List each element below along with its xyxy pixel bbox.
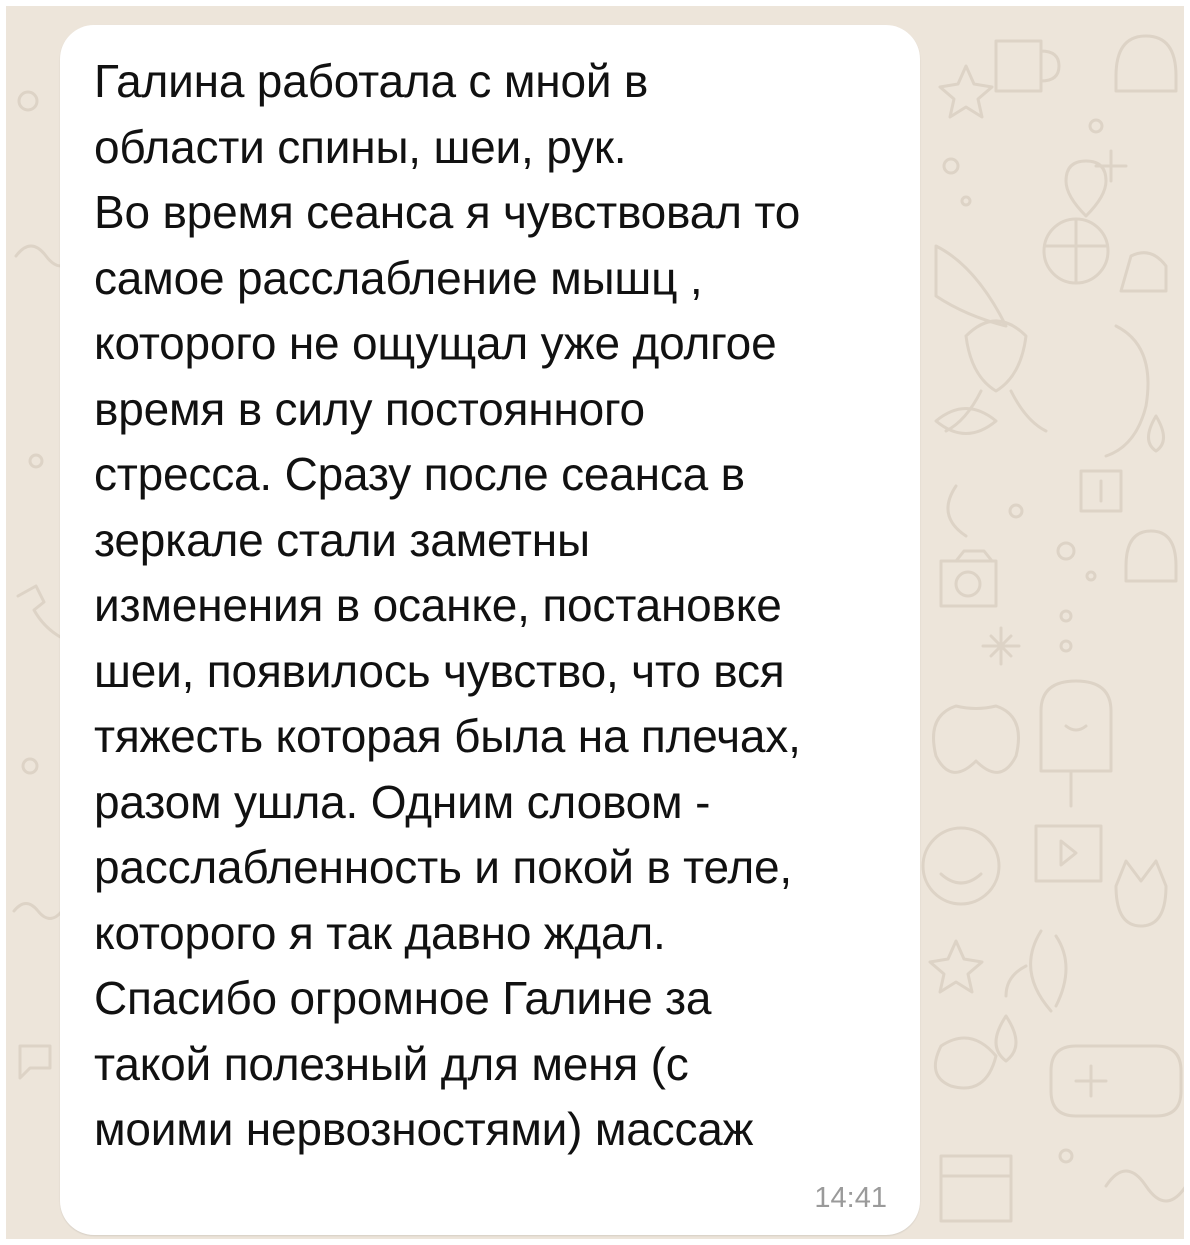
- doodle-tail-icon: [1106, 326, 1148, 456]
- doodle-gamepad-icon: [1051, 1046, 1181, 1116]
- doodle-calendar-icon: [941, 1156, 1011, 1221]
- doodle-shoe-icon: [1121, 253, 1166, 291]
- doodle-circle-icon: [1058, 543, 1074, 559]
- doodle-lens-icon: [956, 572, 980, 596]
- doodle-octopus-icon: [946, 321, 1046, 431]
- doodle-cat-icon: [1116, 861, 1166, 926]
- doodle-camera-icon: [941, 551, 996, 606]
- doodle-star-icon: [940, 66, 992, 117]
- doodle-chat-icon: [20, 1046, 50, 1078]
- doodle-star2-icon: [930, 941, 982, 992]
- doodle-smile-icon: [923, 828, 999, 904]
- doodle-blob-icon: [935, 1038, 996, 1088]
- doodle-circle-icon: [1010, 505, 1022, 517]
- doodle-scribble-icon: [1106, 1171, 1184, 1201]
- doodle-mug-icon: [996, 41, 1059, 91]
- doodle-drop-icon: [1149, 416, 1164, 451]
- doodle-pin-icon: [1066, 161, 1106, 216]
- doodle-wave-icon: [14, 904, 62, 919]
- doodle-circle-icon: [1090, 120, 1102, 132]
- doodle-plant-icon: [1006, 931, 1066, 1011]
- doodle-circle-icon: [1061, 611, 1071, 621]
- doodle-cross-star-icon: [983, 628, 1019, 664]
- doodle-smile-mouth-icon: [941, 874, 981, 883]
- doodle-face-icon: [1066, 726, 1086, 730]
- doodle-circle-icon: [944, 159, 958, 173]
- doodle-circle-icon: [1087, 572, 1095, 580]
- message-text: Галина работала с мной в области спины, шеи, рук. Во время сеанса я чувствовал то самое расслабление мышц , которого не ощущал уже долгое время в силу постоянного стресса. Сразу после сеанса в зеркале стали заметны изменения в осанке, постановке шеи, появилось чувство, что вся тяжесть которая была на плечах, разом ушла. Одним словом - расслабленность и покой в теле, которого я так давно ждал. Спасибо огромное Галине за такой полезный для меня (с моими нервозностями) массаж: [94, 55, 801, 1155]
- doodle-play-icon: [1036, 826, 1101, 881]
- doodle-phone-icon: [18, 586, 62, 638]
- doodle-circle-icon: [23, 759, 37, 773]
- doodle-circle-icon: [19, 92, 37, 110]
- doodle-circle-icon: [962, 197, 970, 205]
- doodle-circle-icon: [30, 455, 42, 467]
- doodle-mic-icon: [1081, 471, 1121, 511]
- message-bubble[interactable]: [60, 25, 920, 1235]
- doodle-bell2-icon: [1126, 531, 1176, 581]
- doodle-icecream-icon: [1041, 681, 1111, 806]
- doodle-wing-icon: [936, 246, 1006, 326]
- message-timestamp: 14:41: [814, 1182, 887, 1214]
- doodle-apple-icon: [934, 706, 1019, 772]
- doodle-drop2-icon: [996, 1016, 1016, 1061]
- doodle-circle-icon: [1061, 641, 1071, 651]
- chat-background: [6, 6, 1184, 1239]
- doodle-hook-icon: [948, 486, 966, 536]
- doodle-bell-icon: [1116, 36, 1176, 91]
- doodle-circle-icon: [1060, 1150, 1072, 1162]
